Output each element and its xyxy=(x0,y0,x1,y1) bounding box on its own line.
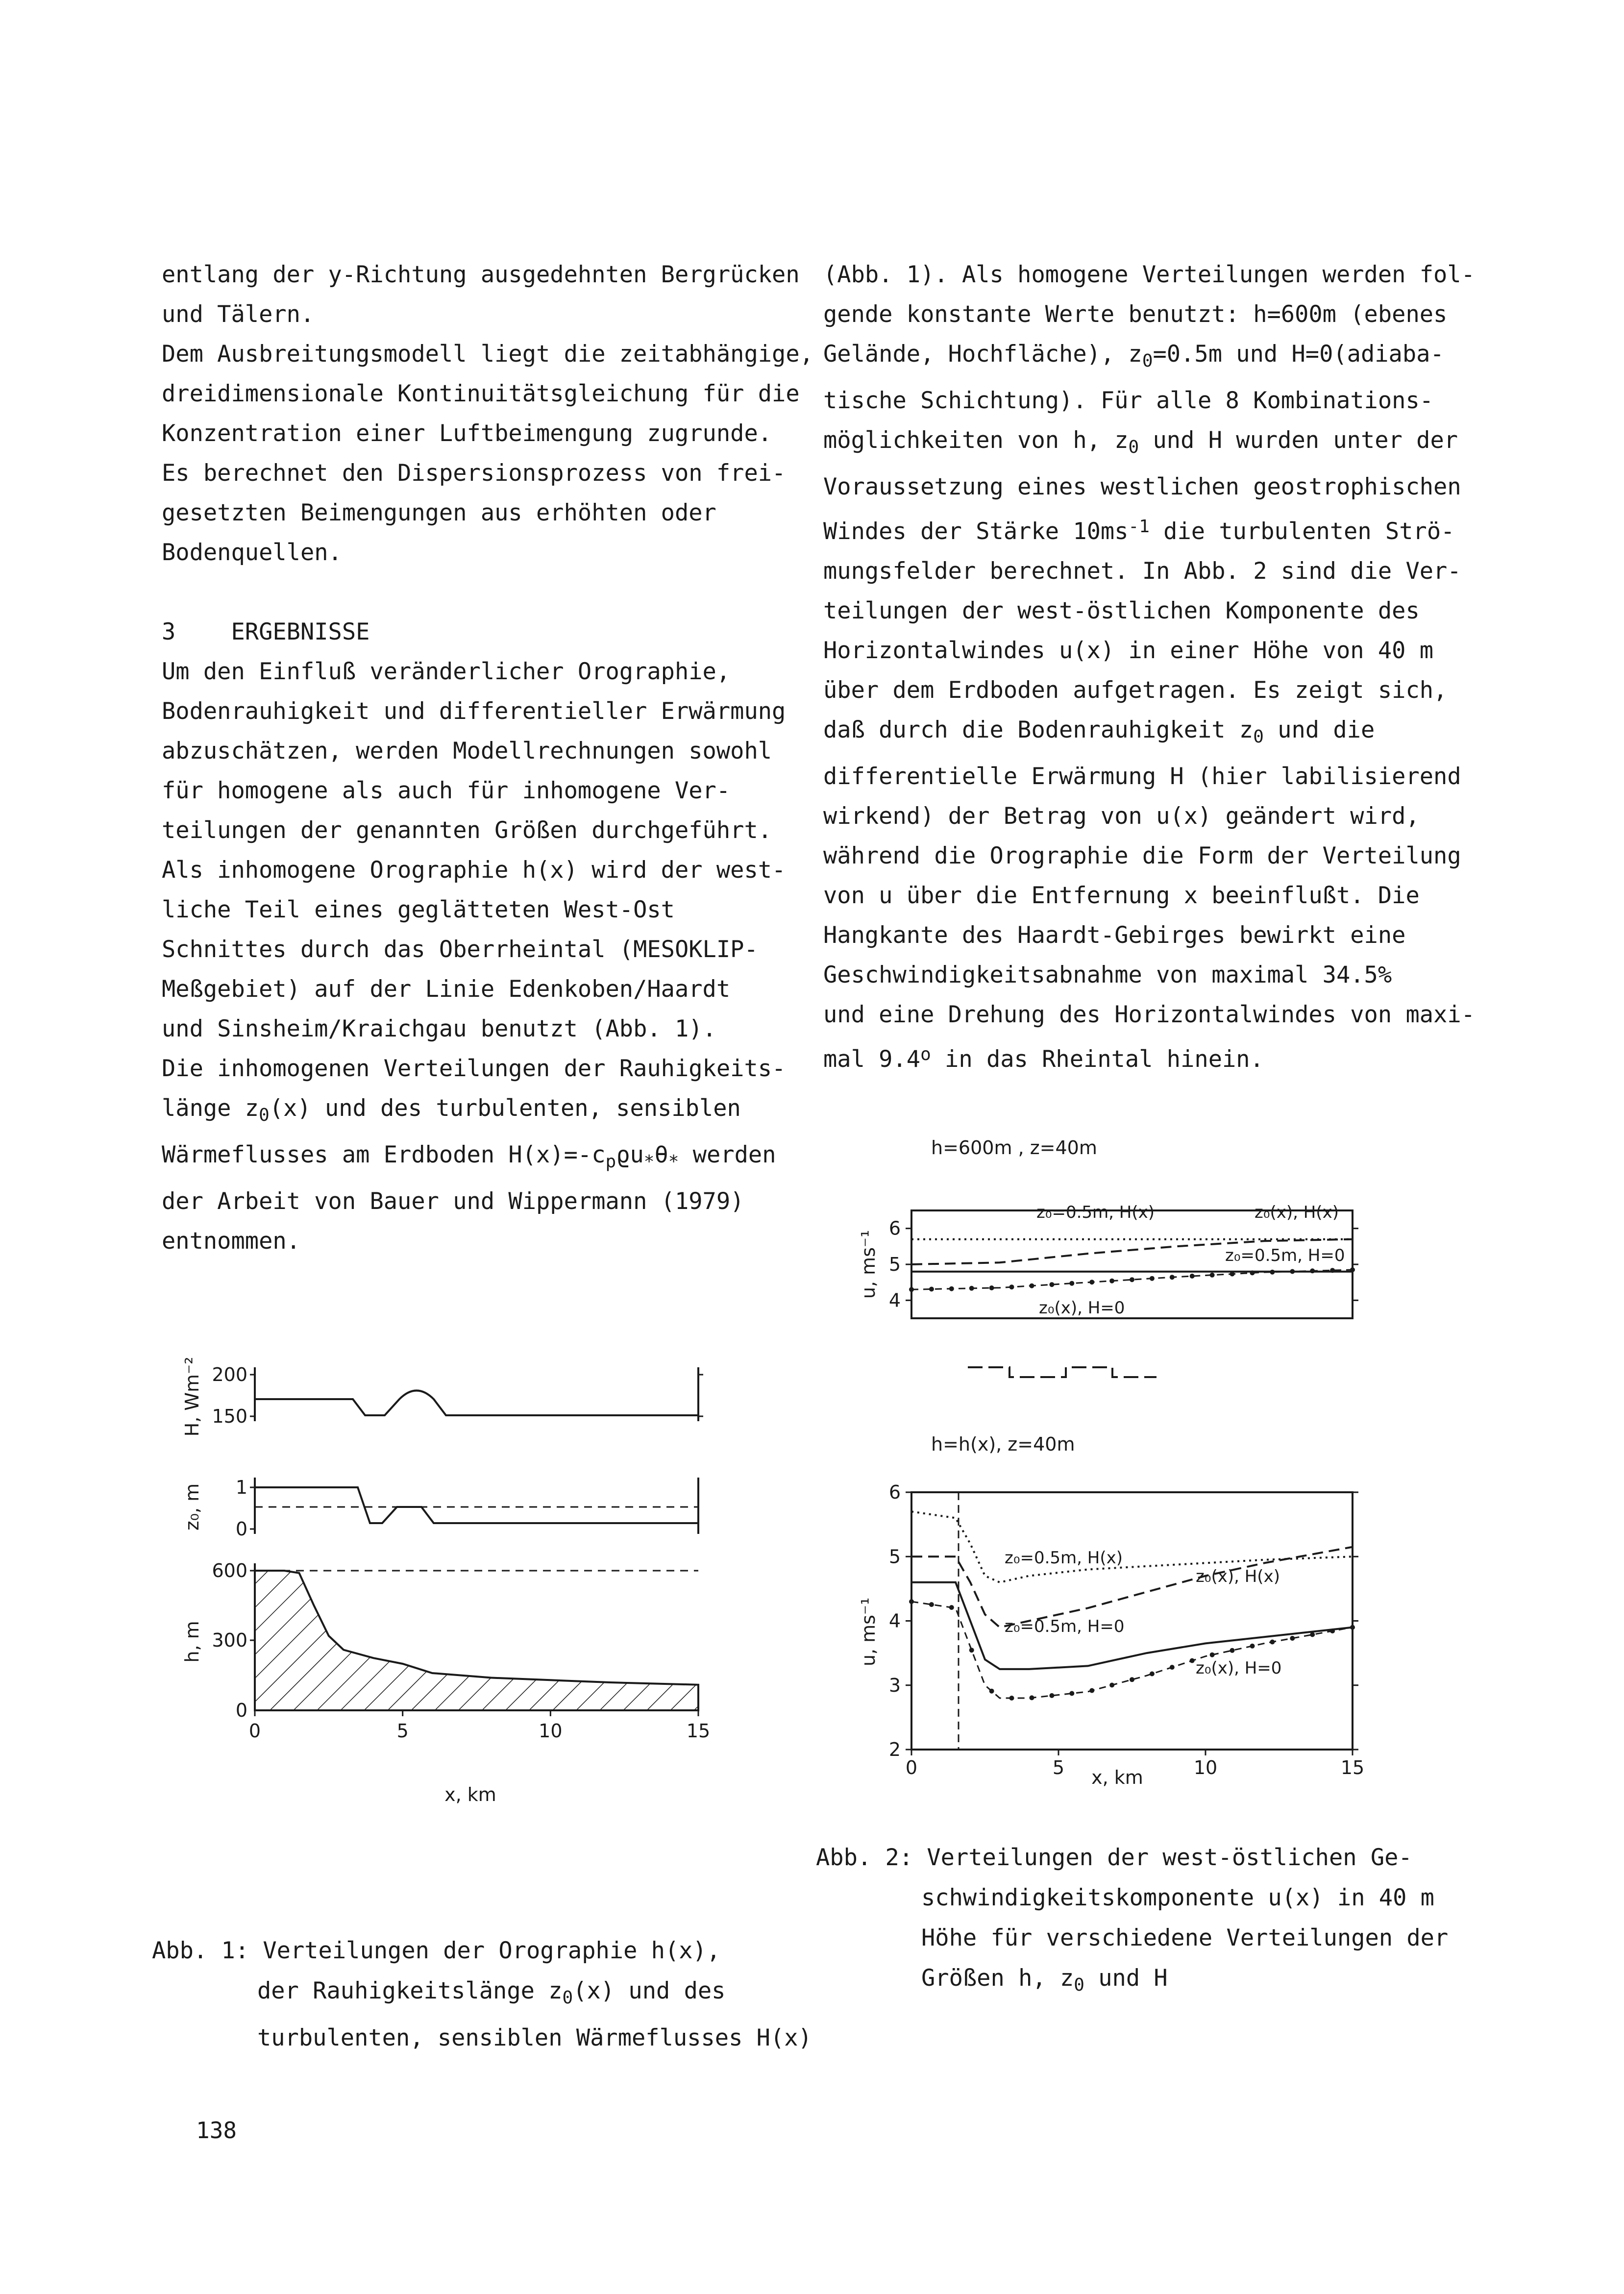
text-line: Um den Einfluß veränderlicher Orographie, xyxy=(162,658,731,685)
figure-1 xyxy=(147,1338,735,1828)
caption-line: Abb. 2: Verteilungen der west-östlichen Ge- xyxy=(816,1844,1412,1871)
text-line: wirkend) der Betrag von u(x) geändert wird, xyxy=(823,803,1420,830)
text-line: über dem Erdboden aufgetragen. Es zeigt sich, xyxy=(823,677,1448,704)
text-fragment: (x) und des turbulenten, sensiblen xyxy=(269,1095,741,1122)
series-point xyxy=(1270,1270,1275,1275)
series-point xyxy=(1270,1640,1275,1645)
axis-label: H, Wm⁻² xyxy=(181,1357,203,1437)
series-point xyxy=(1069,1281,1074,1286)
text-fragment: (x) und des xyxy=(573,1977,726,2004)
series-point xyxy=(1170,1665,1175,1670)
superscript: o xyxy=(920,1044,931,1064)
series-point xyxy=(989,1285,994,1290)
text-fragment: möglichkeiten von h, z xyxy=(823,427,1129,454)
subscript: * xyxy=(643,1152,655,1172)
series-point xyxy=(1109,1279,1114,1283)
z0-curve xyxy=(255,1487,698,1523)
text-fragment: und H wurden unter der xyxy=(1139,427,1458,454)
text-line: teilungen der west-östlichen Komponente des xyxy=(823,597,1420,624)
text-fragment: und die xyxy=(1263,716,1375,743)
panel-title: h=600m , z=40m xyxy=(931,1137,1097,1159)
text-line: von u über die Entfernung x beeinflußt. Die xyxy=(823,882,1420,909)
tick-label: 0 xyxy=(235,1518,247,1540)
x-axis-label: x, km xyxy=(444,1784,496,1805)
text-line: Bodenquellen. xyxy=(162,539,342,566)
text-fragment: länge z xyxy=(162,1095,259,1122)
series-label: z₀=0.5m, H(x) xyxy=(1036,1203,1155,1222)
series-label: z₀(x), H(x) xyxy=(1196,1567,1280,1586)
paragraph-source xyxy=(162,1182,789,1261)
caption-line: schwindigkeitskomponente u(x) in 40 m xyxy=(921,1884,1434,1911)
text-line xyxy=(823,420,1470,467)
text-line: Schnittes durch das Oberrheintal (MESOKLIP- xyxy=(162,936,758,963)
series-point xyxy=(1030,1283,1034,1288)
top-panel xyxy=(858,1137,1358,1377)
x-tick-label: 15 xyxy=(1340,1757,1365,1778)
caption-line: Höhe für verschiedene Verteilungen der xyxy=(921,1924,1449,1951)
series-point xyxy=(1150,1672,1155,1677)
text-line: mungsfelder berechnet. In Abb. 2 sind die Ver- xyxy=(823,558,1461,585)
text-line: Bodenrauhigkeit und differentieller Erwärmung xyxy=(162,698,786,725)
x-tick-label: 10 xyxy=(539,1720,563,1742)
y-tick-label: 6 xyxy=(888,1217,901,1239)
series-point xyxy=(1170,1275,1175,1280)
y-tick-label: 5 xyxy=(888,1546,901,1568)
subscript: 0 xyxy=(1142,351,1153,371)
y-tick-label: 4 xyxy=(888,1610,901,1632)
figure-1-caption xyxy=(152,1931,812,2058)
right-column xyxy=(823,255,1475,1079)
text-line: entlang der y-Richtung ausgedehnten Bergrücken xyxy=(162,261,800,288)
text-fragment: und H xyxy=(1084,1965,1168,1992)
text-line-flux xyxy=(162,1135,789,1182)
text-line: der Arbeit von Bauer und Wippermann (1979) xyxy=(162,1188,744,1215)
text-line: gende konstante Werte benutzt: h=600m (ebenes xyxy=(823,301,1448,328)
text-fragment: der Rauhigkeitslänge z xyxy=(257,1977,563,2004)
x-tick-label: 5 xyxy=(1052,1757,1065,1778)
text-line: tische Schichtung). Für alle 8 Kombinations- xyxy=(823,387,1434,414)
figure-2 xyxy=(843,1132,1416,1789)
subscript: * xyxy=(668,1152,679,1172)
section-heading xyxy=(162,612,789,652)
tick-label: 1 xyxy=(235,1477,247,1498)
caption-line: turbulenten, sensiblen Wärmeflusses H(x) xyxy=(257,2024,812,2051)
series-label: z₀(x), H=0 xyxy=(1196,1658,1282,1678)
text-fragment: Wärmeflusses am Erdboden H(x)=-c xyxy=(162,1141,606,1168)
tick-label: 600 xyxy=(212,1560,247,1581)
series-point xyxy=(929,1287,934,1292)
series-point xyxy=(1089,1280,1094,1284)
series-point xyxy=(1150,1276,1155,1281)
plot-frame xyxy=(911,1492,1353,1750)
subscript: 0 xyxy=(1074,1975,1084,1995)
paragraph-results xyxy=(162,652,789,1088)
series-point xyxy=(1330,1268,1335,1273)
text-line: und Sinsheim/Kraichgau benutzt (Abb. 1). xyxy=(162,1015,716,1042)
text-line: gesetzten Beimengungen aus erhöhten oder xyxy=(162,499,716,526)
axis-label: h, m xyxy=(181,1621,203,1663)
text-line xyxy=(823,1035,1470,1079)
series-point xyxy=(909,1599,914,1604)
series-point xyxy=(1310,1268,1315,1273)
series-point xyxy=(1350,1625,1355,1630)
text-line: Geschwindigkeitsabnahme von maximal 34.5% xyxy=(823,962,1392,988)
series-point xyxy=(1109,1683,1114,1688)
series-point xyxy=(1030,1695,1034,1700)
y-tick-label: 5 xyxy=(888,1254,901,1275)
series-line xyxy=(911,1582,1353,1669)
text-line: Meßgebiet) auf der Linie Edenkoben/Haardt xyxy=(162,976,731,1003)
text-line: Voraussetzung eines westlichen geostrophischen xyxy=(823,473,1461,500)
text-fragment: θ xyxy=(654,1141,668,1168)
text-line: differentielle Erwärmung H (hier labilisierend xyxy=(823,763,1461,790)
orography-profile xyxy=(255,1571,698,1710)
series-point xyxy=(1069,1691,1074,1696)
series-point xyxy=(909,1287,914,1292)
series-line xyxy=(911,1602,1353,1698)
text-line: Horizontalwindes u(x) in einer Höhe von 40 m xyxy=(823,637,1434,664)
series-point xyxy=(1230,1648,1235,1653)
x-tick-label: 5 xyxy=(396,1720,409,1742)
series-point xyxy=(1210,1653,1215,1657)
text-line: für homogene als auch für inhomogene Ver- xyxy=(162,777,731,804)
text-line: Die inhomogenen Verteilungen der Rauhigkeits- xyxy=(162,1055,786,1082)
subscript: 0 xyxy=(562,1988,573,2008)
text-line: Hangkante des Haardt-Gebirges bewirkt eine xyxy=(823,922,1406,949)
text-fragment: die turbulenten Strö- xyxy=(1149,518,1455,545)
x-tick-label: 15 xyxy=(686,1720,711,1742)
caption-line xyxy=(816,1958,1448,2005)
section-title: ERGEBNISSE xyxy=(231,618,370,645)
x-ticks xyxy=(249,1710,710,1742)
tick-label: 150 xyxy=(212,1406,247,1427)
left-column xyxy=(162,255,813,1261)
y-tick-label: 4 xyxy=(888,1289,901,1311)
figure-2-caption xyxy=(816,1838,1448,2005)
series-point xyxy=(1009,1284,1014,1289)
text-line: teilungen der genannten Größen durchgeführt. xyxy=(162,817,772,844)
y-tick-label: 2 xyxy=(888,1739,901,1760)
text-line: während die Orographie die Form der Verteilung xyxy=(823,842,1461,869)
axis-label: u, ms⁻¹ xyxy=(858,1230,879,1299)
text-fragment: ϱu xyxy=(616,1141,644,1168)
x-tick-label: 0 xyxy=(248,1720,261,1742)
text-line: und eine Drehung des Horizontalwindes von maxi- xyxy=(823,1001,1475,1028)
text-line: Es berechnet den Dispersionsprozess von frei- xyxy=(162,460,786,487)
series-point xyxy=(1210,1273,1215,1278)
text-fragment: Gelände, Hochfläche), z xyxy=(823,341,1142,368)
text-fragment: mal 9.4 xyxy=(823,1046,921,1073)
text-fragment: daß durch die Bodenrauhigkeit z xyxy=(823,716,1254,743)
series-label: z₀=0.5m, H=0 xyxy=(1225,1246,1345,1265)
tick-label: 200 xyxy=(212,1364,247,1385)
text-fragment: werden xyxy=(679,1141,776,1168)
text-line: Als inhomogene Orographie h(x) wird der west- xyxy=(162,857,786,884)
x-axis-label: x, km xyxy=(1091,1767,1143,1788)
series-point xyxy=(1290,1636,1295,1641)
y-tick-label: 3 xyxy=(888,1674,901,1696)
text-fragment: Windes der Stärke 10ms xyxy=(823,518,1129,545)
text-fragment: =0.5m und H=0(adiaba- xyxy=(1153,341,1444,368)
series-point xyxy=(1009,1696,1014,1701)
series-point xyxy=(1250,1270,1255,1275)
orography-sketch xyxy=(968,1367,1156,1377)
series-label: z₀(x), H=0 xyxy=(1039,1298,1125,1318)
caption-line xyxy=(152,1971,812,2018)
subscript: 0 xyxy=(1253,727,1264,747)
text-line: dreidimensionale Kontinuitätsgleichung für die xyxy=(162,380,800,407)
series-point xyxy=(1250,1644,1255,1649)
y-tick-label: 6 xyxy=(888,1481,901,1503)
series-label: z₀(x), H(x) xyxy=(1255,1203,1339,1222)
series-point xyxy=(1089,1688,1094,1693)
series-point xyxy=(929,1602,934,1607)
series-line xyxy=(911,1547,1353,1628)
series-point xyxy=(1130,1277,1134,1282)
subscript: 0 xyxy=(1128,437,1139,457)
bottom-panel xyxy=(858,1433,1364,1788)
text-fragment: Größen h, z xyxy=(921,1965,1074,1992)
text-line xyxy=(823,507,1470,551)
superscript: -1 xyxy=(1128,517,1150,537)
text-line: Konzentration einer Luftbeimengung zugrunde. xyxy=(162,420,772,447)
h-flux-panel xyxy=(181,1357,703,1437)
series-point xyxy=(989,1689,994,1694)
subscript: 0 xyxy=(259,1105,270,1125)
text-line-z0 xyxy=(162,1088,789,1135)
text-line xyxy=(823,334,1470,381)
series-point xyxy=(1330,1628,1335,1633)
caption-line: Abb. 1: Verteilungen der Orographie h(x), xyxy=(152,1937,721,1964)
series-point xyxy=(949,1605,954,1610)
text-line: Dem Ausbreitungsmodell liegt die zeitabhängige, xyxy=(162,341,813,368)
x-tick-label: 0 xyxy=(905,1757,918,1778)
page-number: 138 xyxy=(196,2117,237,2144)
text-line xyxy=(823,710,1470,757)
text-line: (Abb. 1). Als homogene Verteilungen werden fol- xyxy=(823,261,1475,288)
series-label: z₀=0.5m, H=0 xyxy=(1005,1617,1125,1636)
series-point xyxy=(949,1286,954,1291)
z0-panel xyxy=(181,1477,698,1540)
paragraph-intro xyxy=(162,255,813,572)
subscript: p xyxy=(605,1152,616,1172)
series-point xyxy=(1290,1269,1295,1274)
series-point xyxy=(1230,1272,1235,1277)
series-point xyxy=(1049,1282,1054,1287)
series-point xyxy=(1190,1658,1195,1663)
section-number: 3 xyxy=(162,618,176,645)
text-line: abzuschätzen, werden Modellrechnungen sowohl xyxy=(162,738,772,765)
series-group xyxy=(909,1511,1355,1701)
text-fragment: in das Rheintal hinein. xyxy=(931,1046,1264,1073)
series-point xyxy=(1350,1267,1355,1272)
orography-panel xyxy=(181,1560,710,1805)
series-point xyxy=(969,1648,974,1653)
text-line: und Tälern. xyxy=(162,301,315,328)
series-point xyxy=(1310,1632,1315,1637)
series-point xyxy=(1190,1274,1195,1279)
series-point xyxy=(1130,1677,1134,1682)
series-point xyxy=(969,1286,974,1291)
heat-flux-curve xyxy=(255,1391,698,1416)
text-line: liche Teil eines geglätteten West-Ost xyxy=(162,896,675,923)
tick-label: 300 xyxy=(212,1629,247,1651)
series-label: z₀=0.5m, H(x) xyxy=(1005,1548,1123,1568)
x-tick-label: 10 xyxy=(1193,1757,1218,1778)
series-point xyxy=(1049,1693,1054,1698)
panel-title: h=h(x), z=40m xyxy=(931,1433,1075,1455)
text-line: entnommen. xyxy=(162,1228,300,1255)
series-line xyxy=(911,1511,1353,1582)
tick-label: 0 xyxy=(235,1700,247,1721)
axis-label: z₀, m xyxy=(181,1483,203,1531)
axis-label: u, ms⁻¹ xyxy=(858,1597,879,1667)
